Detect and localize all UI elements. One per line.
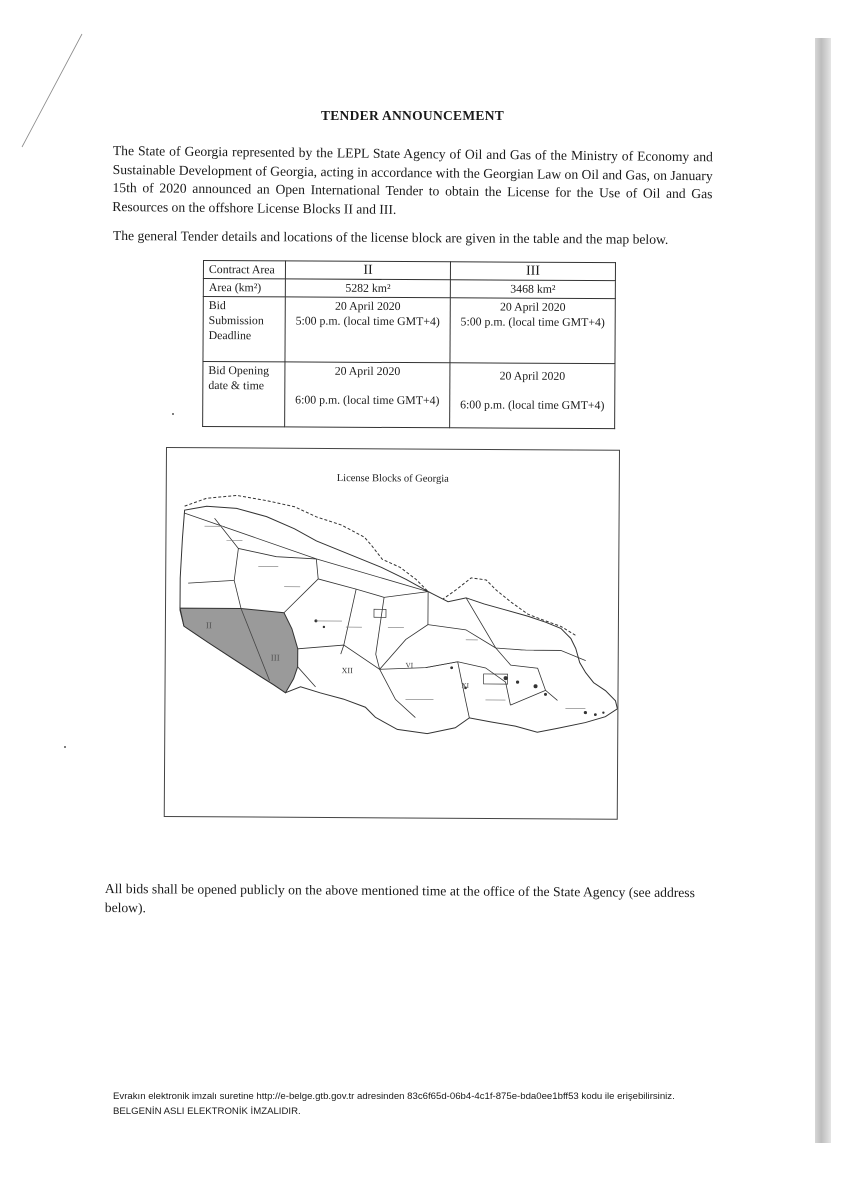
block-ii-submission-time: 5:00 p.m. (local time GMT+4) <box>295 313 440 329</box>
area-label: Area (km²) <box>203 279 285 297</box>
map-block-ii-iii-shaded <box>180 608 299 693</box>
table-row-opening <box>203 362 615 429</box>
block-iii-submission-date: 20 April 2020 <box>499 299 566 314</box>
block-ii-submission <box>285 297 450 363</box>
footer-verification-line: Evrakın elektronik imzalı suretine http://e-belge.gtb.gov.tr adresinden 83c6f65d-06b4-4c1f-875e-bda0ee1bff53 kodu ile erişebilirsiniz. <box>113 1091 675 1102</box>
table-row-contract-area <box>203 261 615 281</box>
block-iii-opening-time: 6:00 p.m. (local time GMT+4) <box>460 397 605 413</box>
map-label-block-iii: III <box>270 652 280 663</box>
map-label-block-xi: XI <box>461 681 469 690</box>
document-title: TENDER ANNOUNCEMENT <box>320 108 505 123</box>
block-ii-header: II <box>286 261 451 280</box>
table-row-submission <box>203 297 615 364</box>
map-drawing <box>165 448 619 819</box>
block-iii-submission <box>450 298 615 364</box>
block-iii-area: 3468 km² <box>450 280 615 299</box>
map-label-block-vi: VI <box>405 661 414 670</box>
scan-mark-line <box>20 32 90 152</box>
block-iii-header: III <box>450 262 615 281</box>
block-ii-opening <box>285 362 450 428</box>
license-blocks-map <box>164 447 620 820</box>
scan-page-edge <box>815 38 831 1143</box>
opening-label: Bid Opening date & time <box>203 362 285 427</box>
block-iii-opening <box>450 363 615 429</box>
closing-paragraph: All bids shall be opened publicly on the above mentioned time at the office of the State Agency (see address below). <box>104 881 695 915</box>
tender-details-table <box>202 260 616 429</box>
details-paragraph: The general Tender details and locations of the license block are given in the table and the map below. <box>112 227 669 247</box>
map-title: License Blocks of Georgia <box>336 473 449 485</box>
scan-speck <box>172 413 174 415</box>
block-iii-submission-time: 5:00 p.m. (local time GMT+4) <box>460 314 605 330</box>
block-ii-area: 5282 km² <box>285 279 450 298</box>
e-signature-footer <box>113 1089 733 1119</box>
block-ii-opening-time: 6:00 p.m. (local time GMT+4) <box>295 392 440 408</box>
map-label-block-xii: XII <box>341 666 353 676</box>
submission-label: Bid Submission Deadline <box>203 297 285 362</box>
contract-area-label: Contract Area <box>203 261 285 279</box>
intro-paragraph: The State of Georgia represented by the LEPL State Agency of Oil and Gas of the Ministry of Economy and Sustainable Development of Georgia, acting in accordance with the Georgian Law on Oil and Gas, on January 15th of 2020 announced an Open International Tender to obtain the License for the Use of Oil and Gas Resources on the offshore License Blocks II and III. <box>112 142 713 217</box>
block-ii-submission-date: 20 April 2020 <box>335 298 401 314</box>
table-row-area <box>203 279 615 299</box>
block-ii-opening-date: 20 April 2020 <box>334 363 401 379</box>
map-label-block-ii: II <box>205 620 212 631</box>
block-iii-opening-date: 20 April 2020 <box>499 368 566 383</box>
scan-speck <box>64 746 66 748</box>
footer-original-notice: BELGENİN ASLI ELEKTRONİK İMZALIDIR. <box>113 1106 301 1117</box>
